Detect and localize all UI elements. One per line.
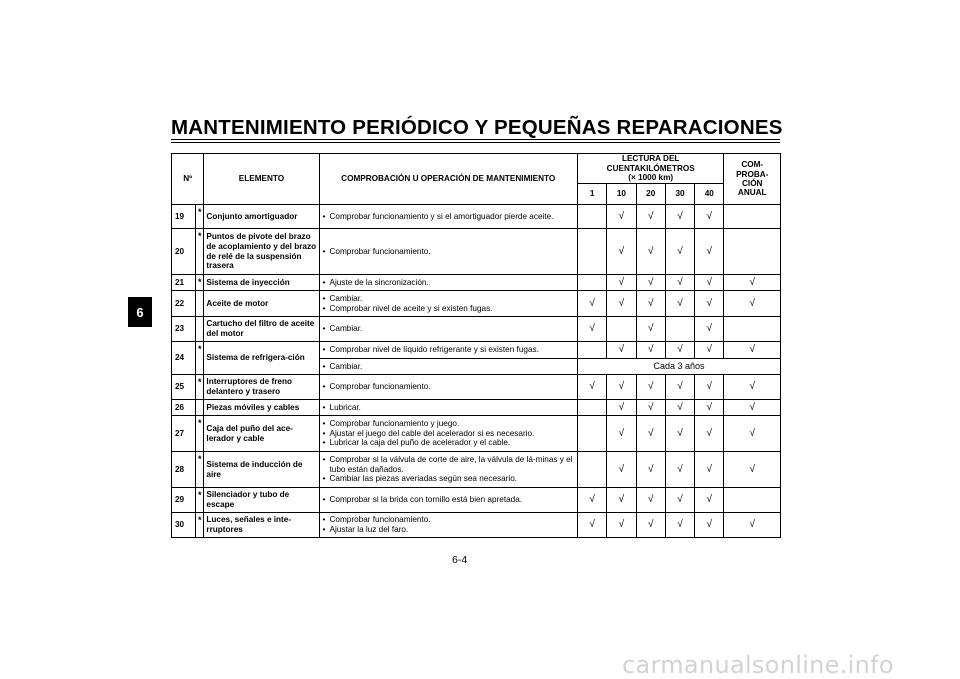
km-check-cell: √ [665,400,694,416]
table-row [172,275,781,291]
km-check-cell [607,317,636,342]
row-operation [319,513,577,538]
km-check-cell: √ [636,342,665,359]
chapter-tab: 6 [128,297,152,327]
operation-line: • Lubricar la caja del puño de acelerador y el cable. [323,438,575,448]
km-check-cell: √ [695,416,724,452]
row-element: Luces, señales e inte-rruptores [204,513,319,538]
interval-cell: Cada 3 años [577,359,780,375]
km-check-cell: √ [665,416,694,452]
row-asterisk [196,291,204,317]
km-check-cell: √ [577,317,606,342]
row-number: 19 [172,205,196,229]
km-check-cell: √ [636,375,665,400]
km-check-cell: √ [636,452,665,488]
header-odometer-unit: (× 1000 km) [628,173,674,183]
km-check-cell: √ [636,205,665,229]
table-row [172,513,781,538]
km-check-cell: √ [636,291,665,317]
operation-line: • Ajustar la luz del faro. [323,525,575,535]
table-header-row [172,154,781,184]
operation-line: • Comprobar si la válvula de corte de aire, la válvula de lá-minas y el tubo están dañados. [323,455,575,474]
row-number: 25 [172,375,196,400]
km-check-cell: √ [695,205,724,229]
row-operation [319,488,577,513]
km-check-cell [577,400,606,416]
row-number: 29 [172,488,196,513]
km-check-cell [577,205,606,229]
table-row [172,452,781,488]
km-check-cell: √ [636,275,665,291]
operation-line: • Comprobar funcionamiento. [323,382,575,392]
row-asterisk [196,452,204,488]
operation-line: • Comprobar nivel de líquido refrigerante y si existen fugas. [323,345,575,355]
asterisk-mark: * [197,207,202,218]
row-operation [319,416,577,452]
asterisk-mark: * [197,454,202,465]
row-asterisk [196,275,204,291]
km-check-cell: √ [636,229,665,275]
km-check-cell: √ [636,416,665,452]
row-asterisk [196,205,204,229]
km-check-cell: √ [695,488,724,513]
header-km-20: 20 [636,184,665,205]
operation-line: • Comprobar si la brida con tornillo está bien apretada. [323,495,575,505]
km-check-cell: √ [607,205,636,229]
km-check-cell: √ [665,275,694,291]
row-operation [319,400,577,416]
operation-line: • Cambiar. [323,362,575,372]
asterisk-mark: * [197,418,202,429]
row-element: Caja del puño del ace-lerador y cable [204,416,319,452]
operation-line: • Cambiar las piezas averiadas según sea necesario. [323,474,575,484]
annual-check-cell: √ [724,291,781,317]
row-number: 20 [172,229,196,275]
header-km-1: 1 [577,184,606,205]
row-number: 22 [172,291,196,317]
km-check-cell: √ [607,342,636,359]
km-check-cell [577,416,606,452]
row-number: 28 [172,452,196,488]
row-element: Conjunto amortiguador [204,205,319,229]
row-operation [319,452,577,488]
operation-line: • Comprobar funcionamiento y si el amortiguador pierde aceite. [323,212,575,222]
row-asterisk [196,229,204,275]
row-number: 21 [172,275,196,291]
km-check-cell: √ [636,400,665,416]
km-check-cell: √ [665,513,694,538]
title-rule [171,139,780,140]
km-check-cell [577,452,606,488]
km-check-cell: √ [636,488,665,513]
row-operation [319,342,577,359]
row-asterisk [196,375,204,400]
row-element: Aceite de motor [204,291,319,317]
row-number: 26 [172,400,196,416]
annual-check-cell [724,205,781,229]
title-rule-lower [171,142,780,143]
asterisk-mark: * [197,344,202,355]
km-check-cell: √ [665,342,694,359]
table-row [172,400,781,416]
row-element: Sistema de inducción de aire [204,452,319,488]
row-operation [319,375,577,400]
table-row [172,229,781,275]
asterisk-mark: * [197,277,202,288]
operation-line: • Comprobar funcionamiento. [323,247,575,257]
km-check-cell [665,317,694,342]
row-asterisk [196,416,204,452]
row-number: 24 [172,342,196,375]
km-check-cell: √ [665,229,694,275]
km-check-cell: √ [695,375,724,400]
annual-check-cell [724,488,781,513]
header-number: Nº [172,154,204,205]
page-title: MANTENIMIENTO PERIÓDICO Y PEQUEÑAS REPARACIONES [171,116,783,139]
header-odometer-label: LECTURA DEL CUENTAKILÓMETROS [606,154,695,173]
operation-line: • Cambiar. [323,294,575,304]
annual-check-cell [724,229,781,275]
km-check-cell: √ [607,400,636,416]
page-number: 6-4 [452,554,468,566]
km-check-cell: √ [607,488,636,513]
annual-check-cell [724,317,781,342]
operation-line: • Ajustar el juego del cable del acelerador si es necesario. [323,429,575,439]
row-operation [319,291,577,317]
table-row [172,375,781,400]
row-element: Cartucho del filtro de aceite del motor [204,317,319,342]
km-check-cell: √ [607,229,636,275]
row-element: Sistema de refrigera-ción [204,342,319,375]
operation-line: • Comprobar funcionamiento y juego. [323,419,575,429]
km-check-cell: √ [665,375,694,400]
row-asterisk [196,342,204,375]
km-check-cell [577,342,606,359]
km-check-cell: √ [695,317,724,342]
row-asterisk [196,488,204,513]
table-row [172,317,781,342]
km-check-cell: √ [577,291,606,317]
header-annual: COM- PROBA- CIÓN ANUAL [724,154,781,205]
maintenance-table-body [172,205,781,538]
km-check-cell: √ [607,513,636,538]
km-check-cell: √ [695,275,724,291]
km-check-cell: √ [665,205,694,229]
km-check-cell: √ [607,452,636,488]
km-check-cell: √ [636,513,665,538]
km-check-cell: √ [607,275,636,291]
km-check-cell: √ [577,513,606,538]
header-km-30: 30 [665,184,694,205]
km-check-cell: √ [636,317,665,342]
header-odometer [577,154,724,184]
km-check-cell: √ [665,291,694,317]
row-asterisk [196,513,204,538]
km-check-cell: √ [607,375,636,400]
asterisk-mark: * [197,515,202,526]
km-check-cell: √ [695,452,724,488]
row-number: 30 [172,513,196,538]
row-operation [319,317,577,342]
row-element: Piezas móviles y cables [204,400,319,416]
km-check-cell: √ [695,513,724,538]
row-asterisk [196,400,204,416]
km-check-cell: √ [665,452,694,488]
header-km-10: 10 [607,184,636,205]
header-operation: COMPROBACIÓN U OPERACIÓN DE MANTENIMIENTO [319,154,577,205]
annual-check-cell: √ [724,416,781,452]
header-km-40: 40 [695,184,724,205]
asterisk-mark: * [197,490,202,501]
km-check-cell: √ [695,291,724,317]
operation-line: • Lubricar. [323,403,575,413]
km-check-cell [577,275,606,291]
km-check-cell: √ [695,342,724,359]
row-asterisk [196,317,204,342]
row-element: Sistema de inyección [204,275,319,291]
row-element: Silenciador y tubo de escape [204,488,319,513]
annual-check-cell: √ [724,375,781,400]
km-check-cell: √ [665,488,694,513]
km-check-cell: √ [695,400,724,416]
table-row [172,205,781,229]
row-operation [319,205,577,229]
row-element: Puntos de pivote del brazo de acoplamiento y del brazo de relé de la suspensión trasera [204,229,319,275]
row-operation [319,229,577,275]
maintenance-table [171,153,781,538]
annual-check-cell: √ [724,400,781,416]
km-check-cell: √ [695,229,724,275]
annual-check-cell: √ [724,452,781,488]
annual-check-cell: √ [724,342,781,359]
asterisk-mark: * [197,377,202,388]
row-number: 27 [172,416,196,452]
km-check-cell: √ [577,375,606,400]
km-check-cell [577,229,606,275]
row-operation [319,275,577,291]
operation-line: • Comprobar nivel de aceite y si existen fugas. [323,304,575,314]
row-element: Interruptores de freno delantero y trasero [204,375,319,400]
km-check-cell: √ [607,416,636,452]
table-row [172,342,781,359]
operation-line: • Comprobar funcionamiento. [323,515,575,525]
annual-check-cell: √ [724,513,781,538]
annual-check-cell: √ [724,275,781,291]
table-row [172,416,781,452]
header-element: ELEMENTO [204,154,319,205]
km-check-cell: √ [607,291,636,317]
row-number: 23 [172,317,196,342]
km-check-cell: √ [577,488,606,513]
watermark: carmanualsonline.info [622,651,894,679]
row-operation [319,359,577,375]
asterisk-mark: * [197,231,202,242]
table-row [172,291,781,317]
operation-line: • Ajuste de la sincronización. [323,278,575,288]
operation-line: • Cambiar. [323,324,575,334]
table-row [172,488,781,513]
